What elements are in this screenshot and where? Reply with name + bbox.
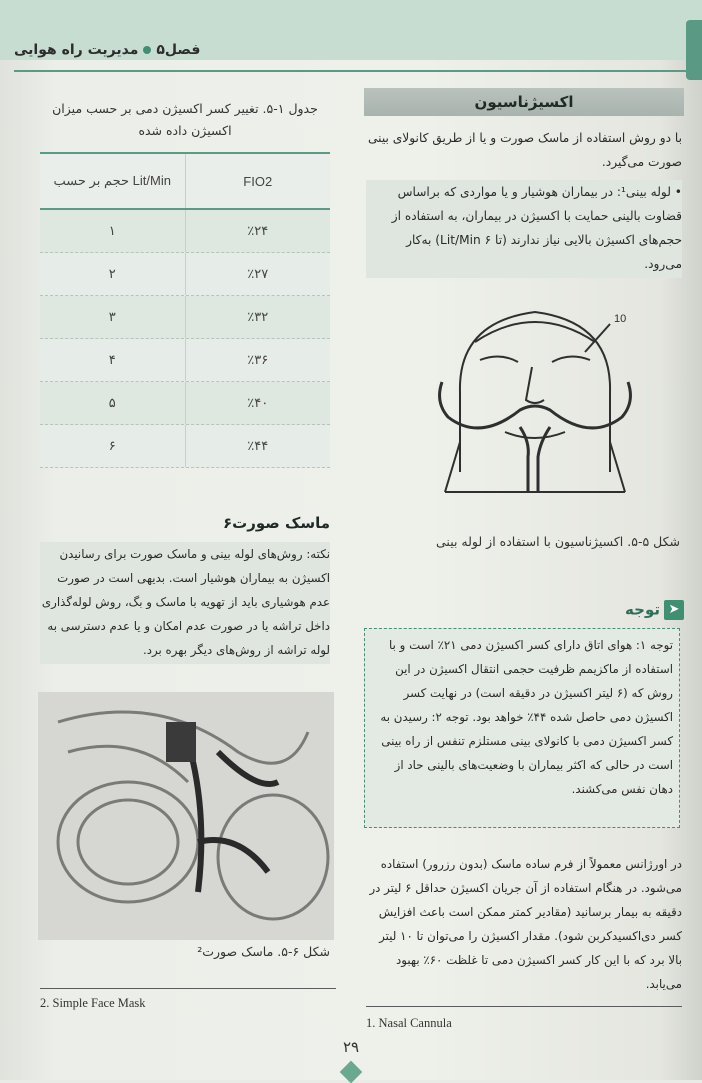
table-cell-fio2: ٪۳۲ [247,309,269,324]
running-header [14,42,204,66]
face-mask-note: نکته: روش‌های لوله بینی و ماسک صورت برای رسانیدن اکسیژن به بیماران هوشیار است. بدیهی است در صورت عدم هوشیاری باید از تهویه با ماسک و بگ، روش لوله‌گذاری داخل تراشه یا در صورت عدم امکان و یا عدم دسترسی به لوله تراشه از روش‌های دیگر بهره برد. [40,542,330,664]
footnote-rule-left [40,988,336,989]
nasal-cannula-illustration [420,282,650,510]
table-header-volume: حجم بر حسب Lit/Min [40,154,186,208]
table-header-row [40,154,330,210]
emergency-paragraph: در اورژانس معمولاً از فرم ساده ماسک (بدون رزرور) استفاده می‌شود. در هنگام استفاده از آن جریان اکسیژن حداقل ۶ لیتر در دقیقه به بیمار برسانید (مقادیر کمتر ممکن است باعث افزایش کسر دی‌اکسیدکربن شود). مقدار اکسیژن را می‌توان تا ۱۰ لیتر بالا برد که با این کار کسر اکسیژن دمی تا غلظت ۶۰٪ بهبود می‌یابد. [369,857,682,991]
oxygenation-intro: با دو روش استفاده از ماسک صورت و یا از طریق کانولای بینی صورت می‌گیرد. [367,131,682,169]
table-cell-volume: ۱ [40,210,186,252]
figure-5-6-caption: شکل ۶-۵. ماسک صورت² [197,944,330,959]
table-row [40,210,330,253]
table-cell-volume: ۶ [40,425,186,467]
attention-heading-label: توجه [625,600,660,619]
table-row [40,296,330,339]
table-cell-fio2: ٪۴۰ [247,395,269,410]
chapter-label: فصل۵ [156,42,201,58]
table-row [40,253,330,296]
footnote-rule-right [366,1006,682,1007]
table-cell-fio2: ٪۴۴ [247,438,269,453]
nasal-cannula-bullet: • لوله بینی¹: در بیماران هوشیار و یا مواردی که براساس قضاوت بالینی حمایت با اکسیژن در بیماران، به استفاده از حجم‌های اکسیژن بالایی نیاز ندارند (تا ۶ Lit/Min) به‌کار می‌رود. [366,180,682,278]
figure-callout-label: 10 [614,313,627,325]
page-number: ۲۹ [342,1038,360,1056]
section-heading-oxygenation: اکسیژناسیون [364,88,684,116]
header-rule [14,70,694,72]
table-cell-fio2: ٪۳۶ [247,352,269,367]
fio2-table [40,152,330,466]
attention-box: توجه ۱: هوای اتاق دارای کسر اکسیژن دمی ۲۱٪ است و با استفاده از ماکزیمم ظرفیت حجمی انتقال اکسیژن در این روش که (۶ لیتر اکسیژن در دقیقه است) در نهایت کسر اکسیژن دمی حاصل شده ۴۴٪ خواهد بود. توجه ۲: رسیدن به کسر اکسیژن دمی با کانولای بینی مستلزم تنفس از راه بینی است در حالی که اکثر بیماران با وضعیت‌های بالینی حاد از دهان نفس می‌کشند. [364,628,680,828]
table-row [40,382,330,425]
section-heading-face-mask: ماسک صورت۶ [222,514,330,532]
arrow-right-icon: ➤ [664,600,684,620]
table-cell-fio2: ٪۲۷ [247,266,269,281]
bullet-dot-icon [143,46,151,54]
table-title: جدول ۱-۵. تغییر کسر اکسیژن دمی بر حسب میزان اکسیژن داده شده [52,101,318,138]
table-row [40,339,330,382]
table-cell-volume: ۵ [40,382,186,424]
table-row [40,425,330,468]
attention-heading [600,600,684,624]
face-mask-photo [38,692,334,940]
table-header-fio2: FIO2 [243,173,273,189]
table-cell-volume: ۳ [40,296,186,338]
chapter-title: مدیریت راه هوایی [14,42,139,58]
figure-5-5-caption: شکل ۵-۵. اکسیژناسیون با استفاده از لوله بینی [436,534,680,549]
table-cell-volume: ۲ [40,253,186,295]
table-cell-fio2: ٪۲۴ [247,223,269,238]
table-cell-volume: ۴ [40,339,186,381]
footnote-left: 2. Simple Face Mask [40,996,146,1010]
footnote-right: 1. Nasal Cannula [366,1016,452,1030]
